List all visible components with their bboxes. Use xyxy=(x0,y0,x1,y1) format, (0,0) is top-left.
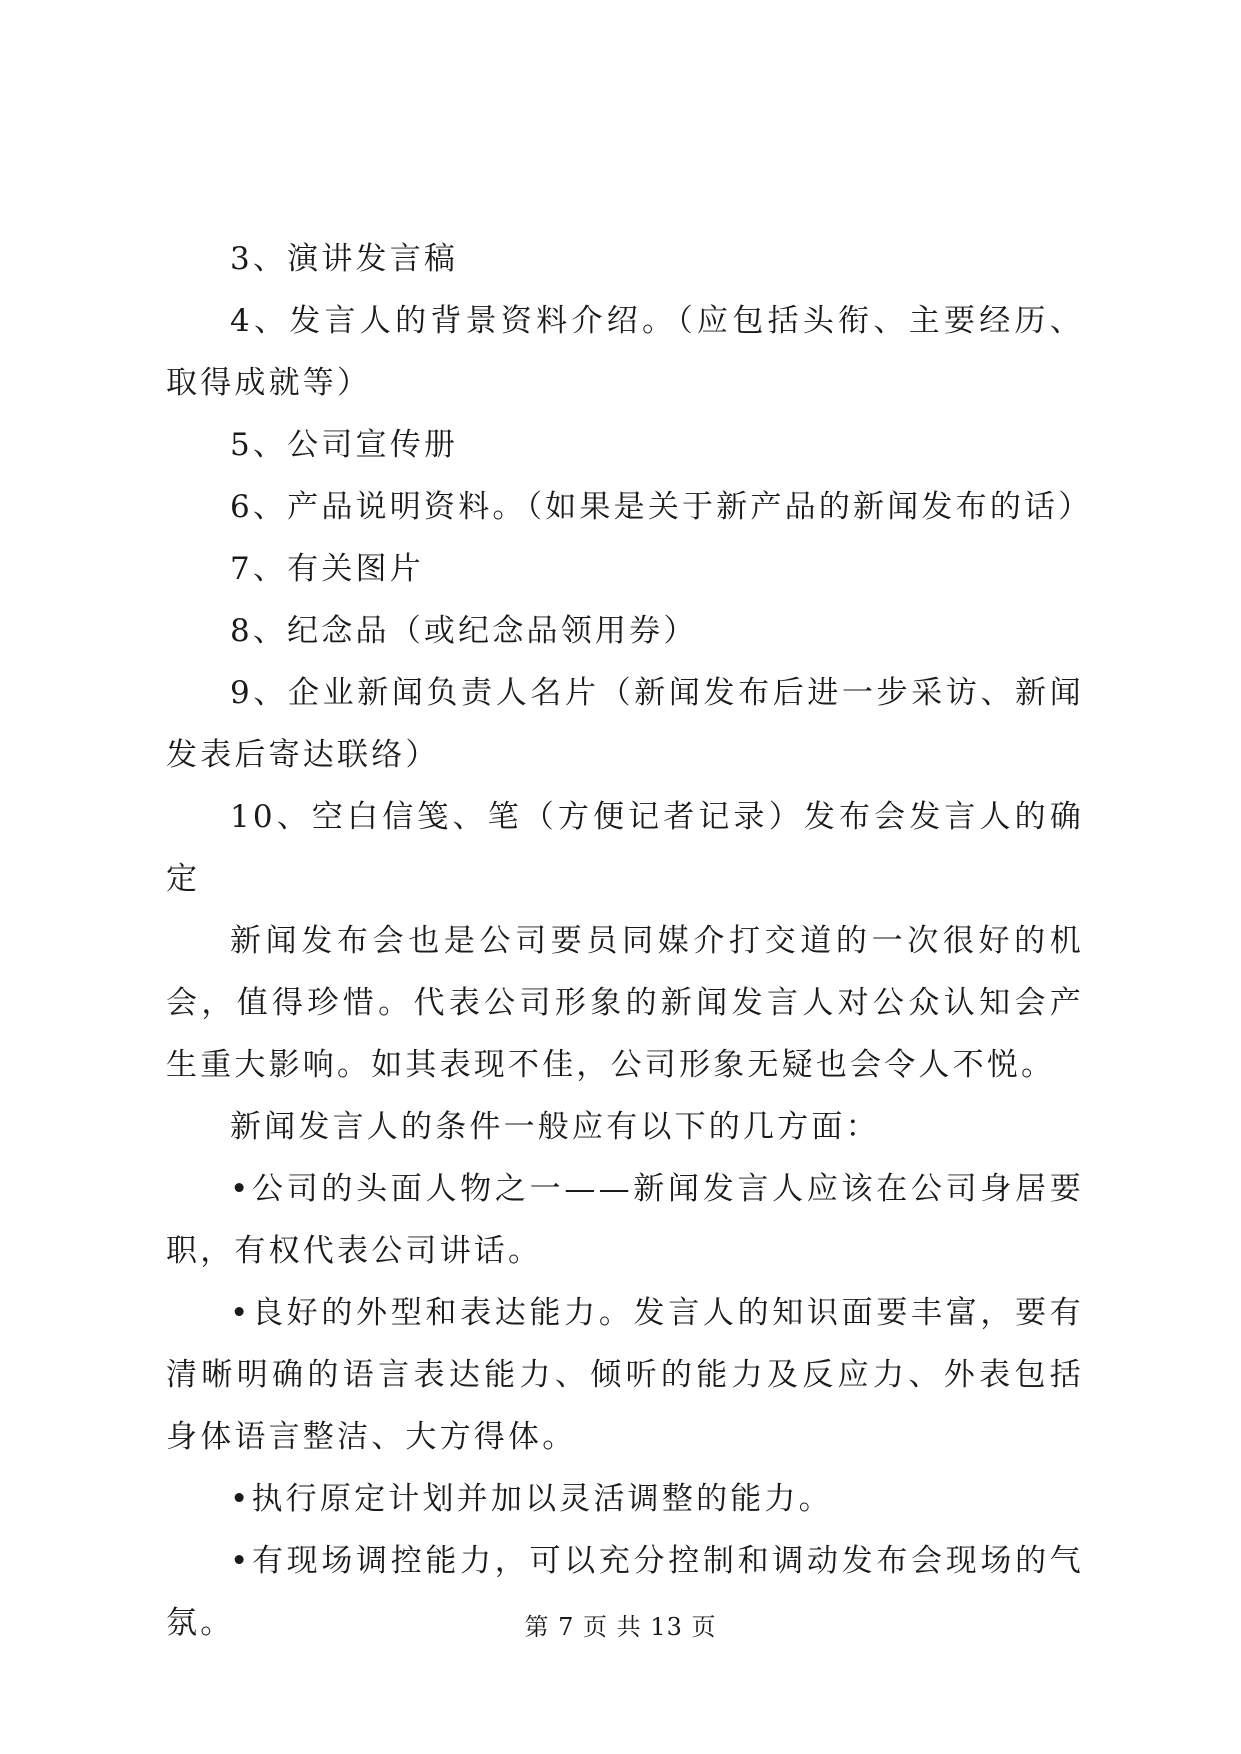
paragraph-press-conference-importance: 新闻发布会也是公司要员同媒介打交道的一次很好的机会，值得珍惜。代表公司形象的新闻发言人对公众认知会产生重大影响。如其表现不佳，公司形象无疑也会令人不悦。 xyxy=(166,923,1084,1083)
bullet-on-site-control: •有现场调控能力，可以充分控制和调动发布会现场的气氛。 xyxy=(166,1543,1084,1641)
paragraph-item-9: 9、企业新闻负责人名片（新闻发布后进一步采访、新闻发表后寄达联络） xyxy=(166,675,1084,773)
paragraph-item-5: 5、公司宣传册 xyxy=(230,427,459,463)
bullet-appearance-expression: •良好的外型和表达能力。发言人的知识面要丰富，要有清晰明确的语言表达能力、倾听的能力及反应力、外表包括身体语言整洁、大方得体。 xyxy=(166,1295,1084,1455)
paragraph-item-7: 7、有关图片 xyxy=(230,551,424,587)
paragraph-item-8: 8、纪念品（或纪念品领用券） xyxy=(230,613,698,649)
paragraph-speaker-background: 4、发言人的背景资料介绍。（应包括头衔、主要经历、取得成就等） xyxy=(166,303,1084,401)
bullet-key-figure: •公司的头面人物之一——新闻发言人应该在公司身居要职，有权代表公司讲话。 xyxy=(166,1171,1084,1269)
bullet-execute-plan: •执行原定计划并加以灵活调整的能力。 xyxy=(230,1481,833,1517)
page-number-footer: 第 7 页 共 13 页 xyxy=(524,1613,717,1641)
document-body xyxy=(166,228,1093,1654)
paragraph-item-3: 3、演讲发言稿 xyxy=(230,241,459,277)
paragraph-item-10: 10、空白信笺、笔（方便记者记录）发布会发言人的确定 xyxy=(166,799,1084,897)
paragraph-item-6: 6、产品说明资料。（如果是关于新产品的新闻发布的话） xyxy=(230,489,1093,525)
paragraph-spokesperson-conditions: 新闻发言人的条件一般应有以下的几方面： xyxy=(230,1109,880,1145)
